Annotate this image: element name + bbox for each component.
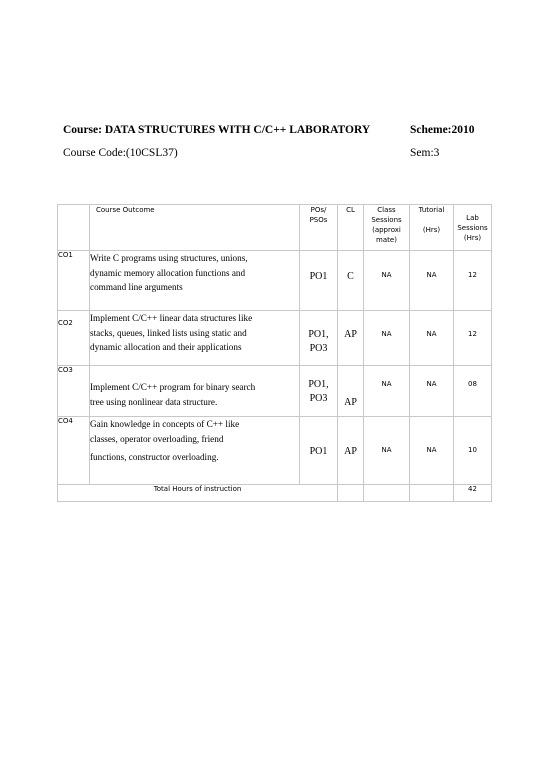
table-row [58, 311, 492, 366]
header-lab-line2: Sessions [457, 224, 488, 233]
outcome-line: Implement C/C++ linear data structures like [90, 313, 253, 323]
outcome-pos [300, 311, 338, 366]
header-course-outcome: Course Outcome [90, 205, 300, 251]
table-row [58, 417, 492, 485]
outcome-line: dynamic allocation and their applications [90, 342, 242, 353]
outcome-tutorial: NA [410, 366, 454, 417]
outcome-tutorial: NA [410, 251, 454, 311]
outcome-pos [300, 366, 338, 417]
outcome-id: CO1 [58, 251, 90, 311]
total-row [58, 485, 492, 502]
table-header-row [58, 205, 492, 251]
outcome-line: Gain knowledge in concepts of C++ like [90, 419, 240, 429]
outcome-cl: C [338, 251, 364, 311]
outcome-pos [300, 251, 338, 311]
outcome-lab-sessions: 12 [454, 251, 492, 311]
outcome-class-sessions: NA [364, 417, 410, 485]
outcome-line: tree using nonlinear data structure. [90, 396, 218, 407]
header-lab-line3: (Hrs) [463, 234, 482, 243]
table-row [58, 251, 492, 311]
outcome-line: Implement C/C++ program for binary search [90, 382, 256, 392]
pos-value: PO3 [309, 393, 328, 404]
outcome-line: functions, constructor overloading. [90, 452, 219, 463]
semester-label: Sem:3 [410, 147, 440, 159]
outcome-class-sessions: NA [364, 366, 410, 417]
outcome-pos [300, 417, 338, 485]
outcome-line: dynamic memory allocation functions and [90, 267, 246, 278]
header-pos-line2: PSOs [309, 216, 328, 225]
pos-value: PO1 [309, 446, 328, 457]
header-tutorial-line2: (Hrs) [422, 226, 441, 235]
outcome-cl: AP [338, 311, 364, 366]
outcome-cl: AP [338, 417, 364, 485]
total-blank [338, 485, 364, 502]
outcome-lab-sessions: 08 [454, 366, 492, 417]
course-title: Course: DATA STRUCTURES WITH C/C++ LABORATORY [63, 124, 371, 136]
outcome-class-sessions: NA [364, 251, 410, 311]
header-tutorial [410, 205, 454, 251]
outcome-line: Write C programs using structures, unions, [90, 253, 248, 263]
header-class-line1: Class [377, 206, 396, 214]
total-blank [364, 485, 410, 502]
table-row [58, 366, 492, 417]
outcome-tutorial: NA [410, 311, 454, 366]
outcome-line: stacks, queues, linked lists using static and [90, 327, 247, 338]
outcome-text [90, 311, 300, 366]
course-code: Course Code:(10CSL37) [63, 147, 178, 159]
header-blank [58, 205, 90, 251]
outcome-line: command line arguments [90, 282, 183, 293]
header-pos [300, 205, 338, 251]
total-blank [410, 485, 454, 502]
pos-value: PO1, [308, 329, 329, 340]
header-class-sessions [364, 205, 410, 251]
total-value: 42 [454, 485, 492, 502]
outcome-id: CO3 [58, 366, 90, 417]
header-class-line4: mate) [376, 236, 397, 245]
outcome-text [90, 366, 300, 417]
outcome-text [90, 251, 300, 311]
pos-value: PO1 [309, 271, 328, 282]
header-class-line3: (approxi [372, 226, 401, 235]
outcome-class-sessions: NA [364, 311, 410, 366]
header-lab-sessions [454, 205, 492, 251]
pos-value: PO1, [308, 379, 329, 390]
outcome-id: CO4 [58, 417, 90, 485]
header-tutorial-line1: Tutorial [418, 206, 445, 214]
header-pos-line1: POs/ [310, 206, 327, 214]
outcome-line: classes, operator overloading, friend [90, 433, 224, 444]
total-label: Total Hours of instruction [58, 485, 338, 502]
outcome-cl: AP [338, 366, 364, 417]
scheme-label: Scheme:2010 [410, 124, 475, 136]
outcome-id: CO2 [58, 311, 90, 366]
header-class-line2: Sessions [371, 216, 402, 225]
outcome-tutorial: NA [410, 417, 454, 485]
header-cl: CL [338, 205, 364, 251]
outcome-text [90, 417, 300, 485]
outcome-lab-sessions: 10 [454, 417, 492, 485]
course-outcomes-table [57, 204, 492, 502]
header-lab-line1: Lab [466, 214, 479, 222]
pos-value: PO3 [309, 343, 328, 354]
outcome-lab-sessions: 12 [454, 311, 492, 366]
